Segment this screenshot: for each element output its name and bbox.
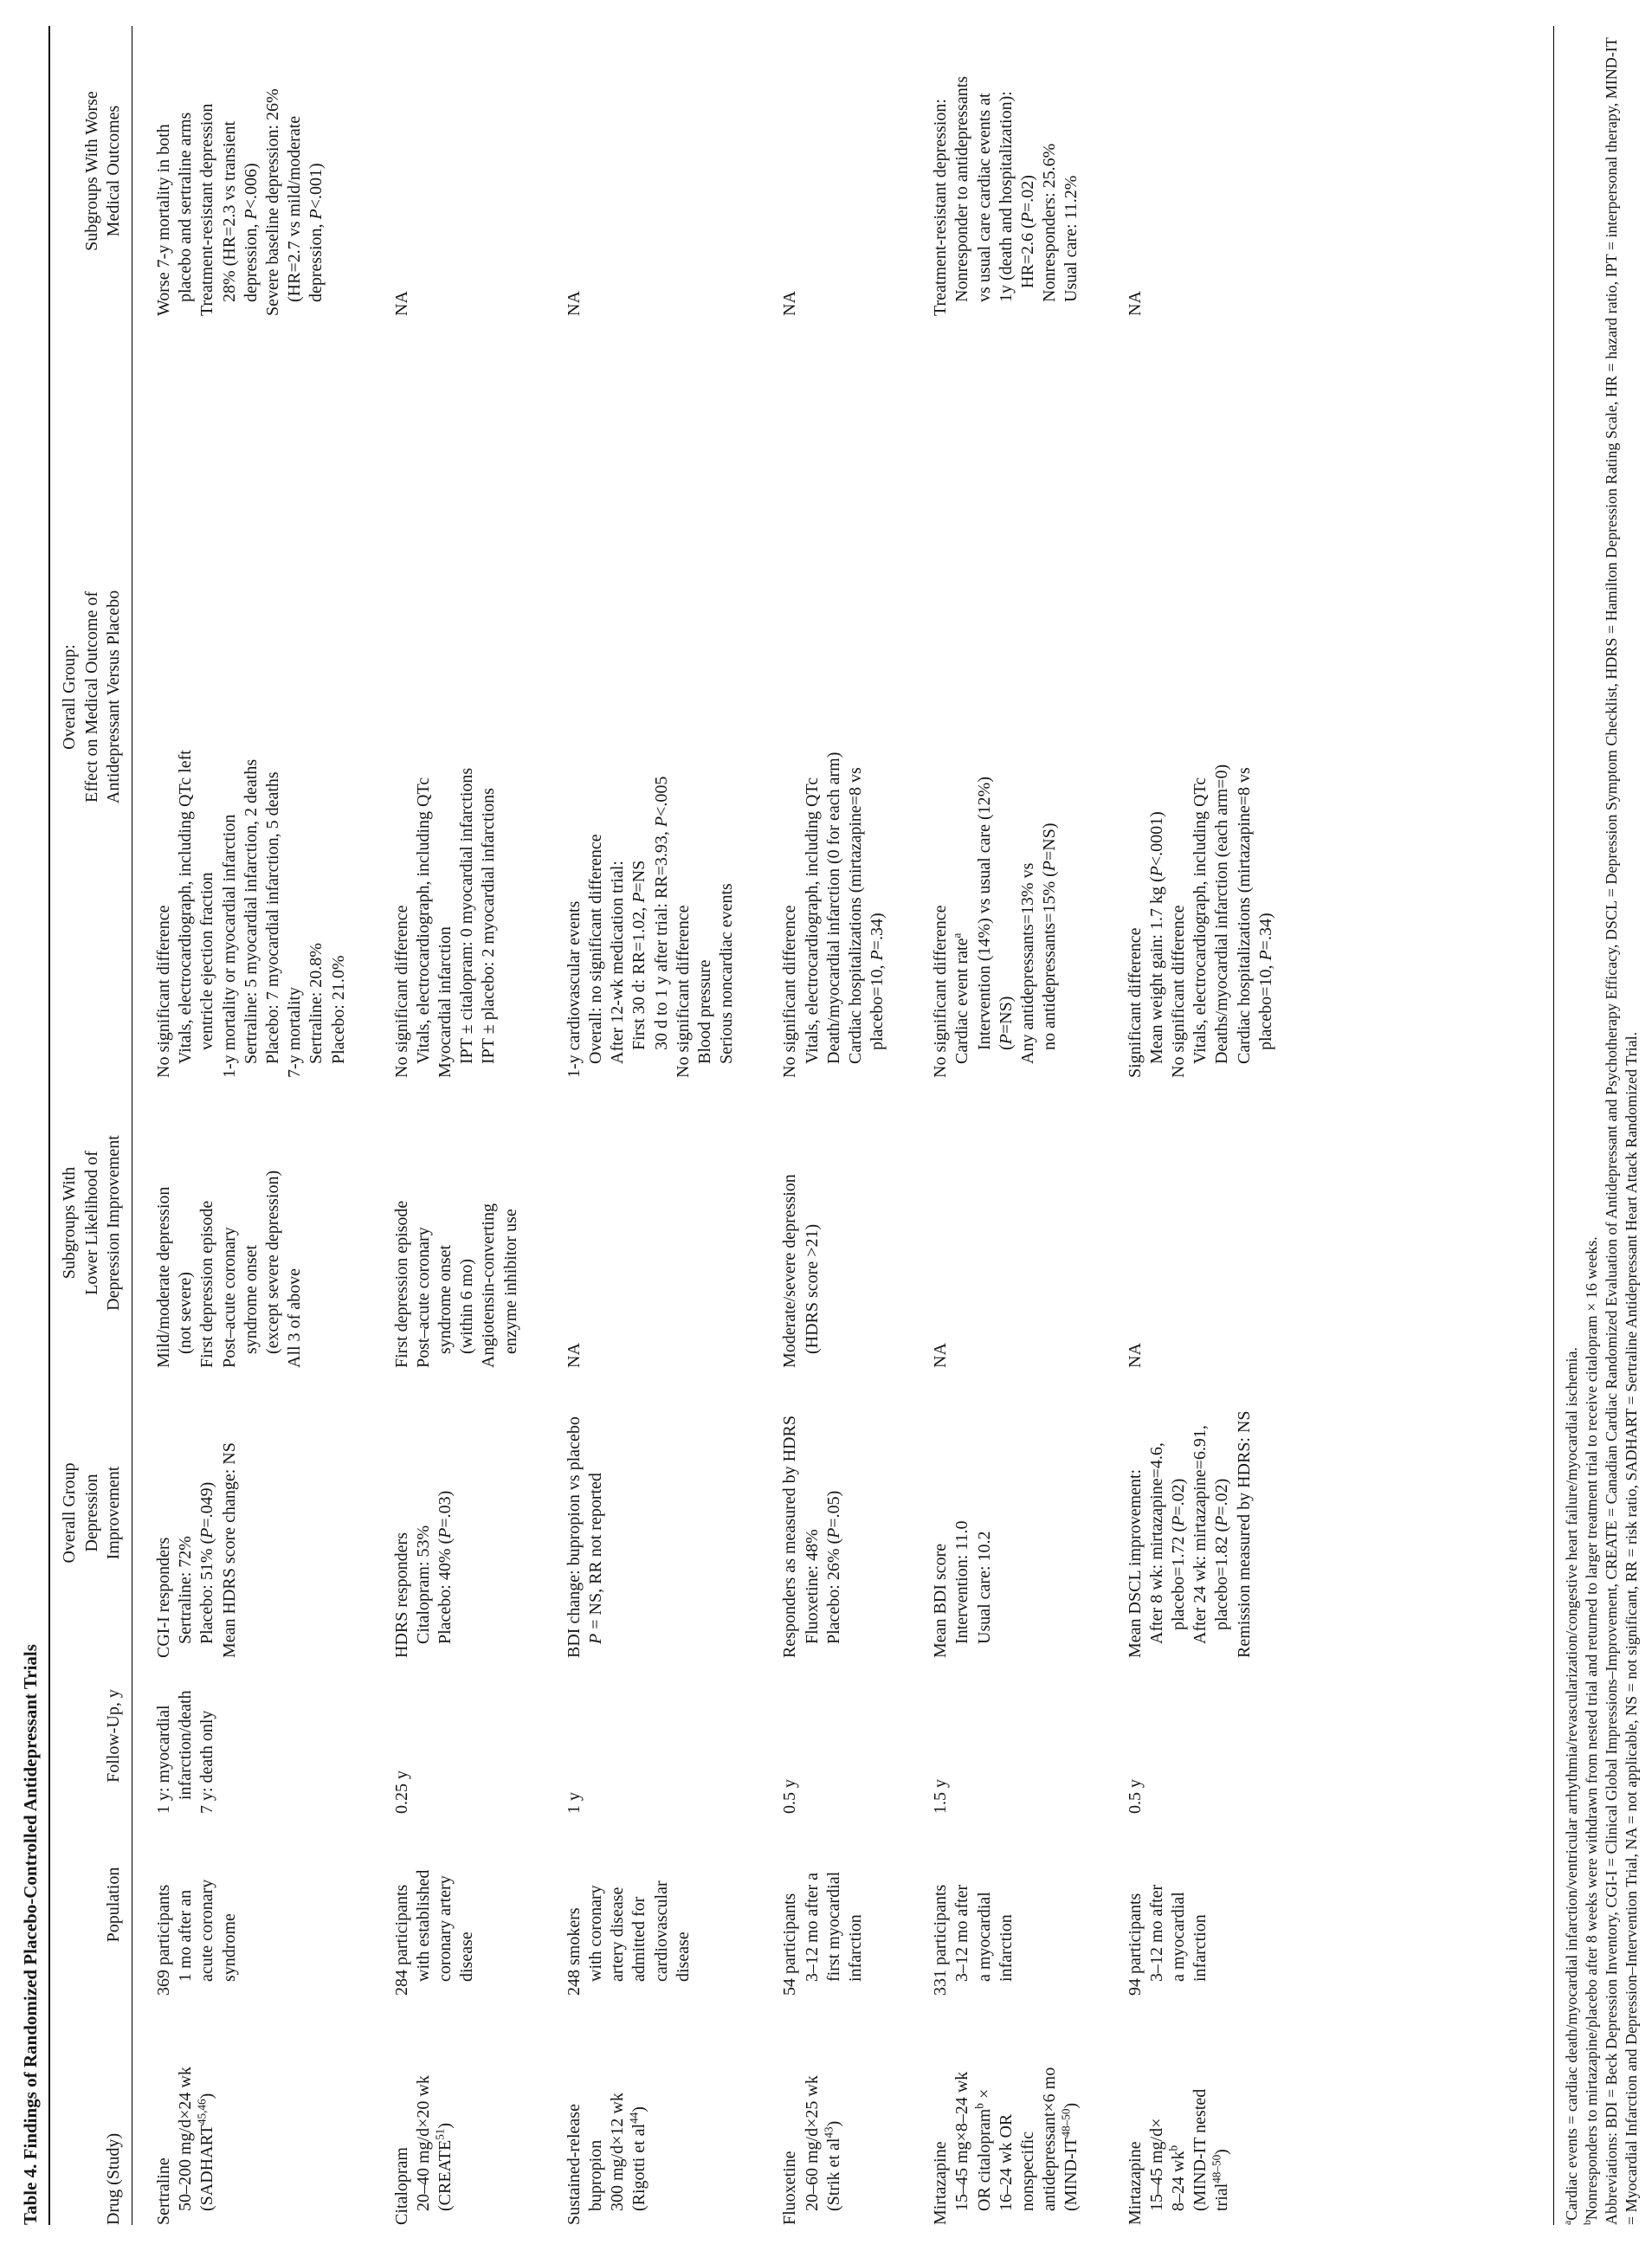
cell-line: After 24 wk: mirtazapine=6.91,: [1191, 1425, 1210, 1644]
cell-line: OR citalopram$^b$ ×: [971, 2088, 994, 2211]
cell-line: No significant difference: [1168, 905, 1188, 1078]
cell-line: NA: [931, 1343, 951, 1368]
column-header-follow-up: [103, 1658, 125, 1814]
cell-drug-study: [153, 1996, 350, 2225]
cell-line: (MIND-IT nested: [1191, 2088, 1210, 2211]
cell-overall-medical-outcome: [779, 316, 888, 1078]
cell-drug-study: [1125, 1996, 1277, 2225]
cell-overall-depression-improvement: [153, 1368, 350, 1658]
cell-line: artery disease: [608, 1887, 628, 1982]
cell-line: Angiotensin-converting: [479, 1203, 499, 1368]
column-header-overall-medical-outcome: [59, 316, 125, 1078]
cell-follow-up: [153, 1658, 350, 1814]
cell-line: 1y (death and hospitalization):: [996, 91, 1016, 302]
cell-subgroups-worse-outcomes: [153, 26, 350, 316]
cell-line: no antidepressants=15% (P=NS): [1040, 822, 1060, 1050]
cell-line: Mean HDRS score change: NS: [219, 1442, 239, 1658]
cell-follow-up: [930, 1658, 1082, 1814]
cell-drug-study: [779, 1996, 888, 2225]
cell-line: IPT ± citalopram: 0 myocardial infarctions: [457, 767, 477, 1064]
cell-line: 331 participants: [931, 1884, 951, 1996]
cell-subgroups-lower-likelihood: [391, 1078, 522, 1368]
cell-subgroups-lower-likelihood: [153, 1078, 350, 1368]
cell-line: Sertraline: 20.8%: [307, 943, 326, 1064]
cell-population: [779, 1814, 888, 1996]
footnote: $^b$Nonresponders to mirtazapine/placebo after 8 weeks were withdrawn from nested trial and returned to larger treatment trial to receive citalopram × 16 weeks.: [1581, 1236, 1601, 2225]
cell-line: 8–24 $wk^b$: [1166, 2145, 1188, 2211]
cell-line: 54 participants: [780, 1893, 800, 1996]
cell-line: infarction/death: [176, 1690, 196, 1800]
cell-line: 50–200 mg/d×24 wk: [176, 2067, 196, 2211]
cell-line: Placebo: 7 myocardial infarction, 5 deaths: [262, 771, 282, 1064]
cell-line: NA: [1125, 1343, 1145, 1368]
cell-line: After 12-wk medication trial:: [608, 861, 628, 1064]
cell-subgroups-lower-likelihood: [1125, 1078, 1277, 1368]
cell-follow-up: [1125, 1658, 1277, 1814]
cell-line: (P=NS): [996, 996, 1016, 1050]
cell-line: Cardiac hospitalizations (mirtazapine=8 vs: [845, 767, 865, 1064]
cell-line: 1 y: myocardial: [154, 1705, 174, 1814]
cell-line: (within 6 mo): [457, 1259, 477, 1354]
cell-subgroups-worse-outcomes: [779, 26, 888, 316]
cell-subgroups-lower-likelihood: [779, 1078, 888, 1368]
cell-line: Blood pressure: [694, 959, 714, 1064]
cell-population: [564, 1814, 739, 1996]
cell-line: Citalopram: 53%: [413, 1525, 433, 1644]
cell-line: NA: [391, 291, 411, 316]
cell-line: first myocardial: [823, 1871, 843, 1982]
column-header-overall-depression-improvement: [59, 1368, 125, 1658]
cell-line: syndrome onset: [436, 1244, 455, 1354]
cell-line: infarction: [845, 1914, 865, 1982]
cell-follow-up: [391, 1658, 522, 1814]
cell-line: 3–12 mo after: [952, 1884, 972, 1982]
cell-line: (HDRS score >21): [802, 1223, 822, 1354]
table-body: [132, 26, 1298, 2225]
cell-line: 284 participants: [391, 1884, 411, 1996]
cell-line: Vitals, electrocardiograph, including QTc: [413, 777, 433, 1064]
cell-line: with coronary: [586, 1885, 606, 1982]
header-line: Depression Improvement: [103, 1135, 123, 1311]
cell-line: placebo=1.72 (P=.02): [1168, 1478, 1188, 1630]
cell-line: BDI change: bupropion vs placebo: [564, 1416, 584, 1658]
cell-line: Post–acute coronary: [219, 1227, 239, 1368]
cell-line: 20–60 mg/d×25 wk: [802, 2075, 822, 2211]
table-row: [543, 26, 759, 2225]
cell-line: (Rigotti et $al^{44}$): [627, 2106, 649, 2211]
cell-line: Fluoxetine: 48%: [802, 1529, 822, 1644]
cell-line: 7-y mortality: [285, 987, 305, 1078]
cell-line: 1-y cardiovascular events: [564, 900, 584, 1078]
cell-line: Usual care: 11.2%: [1062, 175, 1081, 302]
cell-line: 7 y: death only: [197, 1710, 217, 1814]
cell-line: IPT ± placebo: 2 myocardial infarctions: [479, 788, 499, 1064]
cell-line: a myocardial: [974, 1892, 994, 1982]
cell-overall-medical-outcome: [391, 316, 522, 1078]
column-header-subgroups-worse-outcomes: [81, 26, 125, 316]
cell-subgroups-worse-outcomes: [391, 26, 522, 316]
cell-line: Any antidepressants=13% vs: [1018, 862, 1038, 1064]
cell-line: P = NS, RR not reported: [586, 1473, 606, 1644]
cell-population: [153, 1814, 350, 1996]
cell-line: Mirtazapine: [931, 2141, 951, 2225]
header-line: Subgroups With Worse: [81, 91, 101, 251]
cell-subgroups-lower-likelihood: [930, 1078, 1082, 1368]
cell-line: Placebo: 26% (P=.05): [823, 1490, 843, 1644]
cell-line: No significant difference: [154, 905, 174, 1078]
cell-line: coronary artery: [436, 1875, 455, 1982]
cell-line: disease: [457, 1932, 477, 1982]
cell-line: Remission measured by HDRS: NS: [1234, 1410, 1254, 1658]
cell-line: Mirtazapine: [1125, 2141, 1145, 2225]
cell-line: enzyme inhibitor use: [500, 1209, 520, 1354]
cell-line: Fluoxetine: [780, 2151, 800, 2225]
cell-line: Overall: no significant difference: [586, 834, 606, 1064]
cell-line: vs usual care cardiac events at: [974, 93, 994, 302]
cell-line: Death/myocardial infarction (0 for each arm): [823, 751, 843, 1064]
cell-line: cardiovascular: [651, 1880, 671, 1982]
table-row: [371, 26, 543, 2225]
cell-overall-medical-outcome: [564, 316, 739, 1078]
cell-line: After 8 wk: mirtazapine=4.6,: [1146, 1442, 1166, 1644]
cell-population: [1125, 1814, 1277, 1996]
header-line: Antidepressant Versus Placebo: [103, 590, 123, 804]
cell-subgroups-lower-likelihood: [564, 1078, 739, 1368]
cell-line: infarction: [996, 1914, 1016, 1982]
cell-line: NA: [564, 291, 584, 316]
cell-line: Sertraline: 72%: [176, 1536, 196, 1644]
footnote: $^a$Cardiac events = cardiac death/myocardial infarction/ventricular arrhythmia/revascularization/congestive heart failure/myocardial ischemia.: [1560, 1347, 1580, 2225]
cell-line: Vitals, electrocardiograph, including QTc: [1191, 777, 1210, 1064]
cell-line: Moderate/severe depression: [780, 1174, 800, 1368]
cell-line: Sustained-release: [564, 2104, 584, 2225]
cell-line: (Strik et $al^{43}$): [822, 2120, 843, 2211]
cell-line: placebo=10, P=.34): [1255, 913, 1275, 1050]
header-line: Overall Group: [60, 1462, 80, 1564]
header-line: Overall Group:: [60, 644, 80, 750]
cell-line: bupropion: [586, 2139, 606, 2211]
cell-subgroups-worse-outcomes: [564, 26, 739, 316]
cell-line: Serious noncardiac events: [717, 883, 737, 1064]
cell-line: 94 participants: [1125, 1893, 1145, 1996]
cell-line: Mild/moderate depression: [154, 1186, 174, 1368]
cell-overall-medical-outcome: [153, 316, 350, 1078]
cell-line: Deaths/myocardial infarction (each arm=0): [1212, 764, 1232, 1064]
cell-line: NA: [1125, 291, 1145, 316]
cell-overall-depression-improvement: [564, 1368, 739, 1658]
table-title: Table 4. Findings of Randomized Placebo-Controlled Antidepressant Trials: [17, 26, 50, 2225]
table-footnotes: [1553, 26, 1642, 2225]
cell-line: Nonresponder to antidepressants: [952, 75, 972, 302]
cell-line: Mean weight gain: 1.7 kg (P<.0001): [1146, 811, 1166, 1064]
cell-line: 20–40 mg/d×20 wk: [413, 2075, 433, 2211]
cell-line: Vitals, electrocardiograph, including QTc left: [176, 750, 196, 1064]
cell-line: 1.5 y: [931, 1779, 951, 1814]
cell-line: (CREATE$^{51}$): [433, 2122, 455, 2211]
table-row: [132, 26, 371, 2225]
header-line: Effect on Medical Outcome of: [81, 591, 101, 803]
cell-line: 0.5 y: [780, 1779, 800, 1814]
cell-line: 300 mg/d×12 wk: [608, 2093, 628, 2211]
cell-line: Cardiac event rate$^a$: [950, 932, 972, 1064]
header-line: Follow-Up, y: [103, 1689, 123, 1783]
cell-line: Placebo: 51% (P=.049): [197, 1481, 217, 1644]
cell-line: Myocardial infarction: [436, 926, 455, 1078]
cell-line: 3–12 mo after: [1146, 1884, 1166, 1982]
cell-line: CGI-I responders: [154, 1537, 174, 1658]
cell-line: No significant difference: [391, 905, 411, 1078]
table-row: [758, 26, 909, 2225]
cell-line: No significant difference: [780, 905, 800, 1078]
cell-line: NA: [780, 291, 800, 316]
cell-line: depression, P<.006): [241, 163, 261, 302]
cell-line: Treatment-resistant depression: [197, 103, 217, 316]
cell-line: 15–45 mg×8–24 wk: [952, 2071, 972, 2211]
cell-line: Post–acute coronary: [413, 1227, 433, 1368]
header-line: Subgroups With: [60, 1166, 80, 1280]
cell-line: Severe baseline depression: 26%: [262, 88, 282, 316]
cell-overall-depression-improvement: [391, 1368, 522, 1658]
cell-line: Sertraline: 5 myocardial infarction, 2 deaths: [241, 758, 261, 1064]
cell-line: (SADHART$^{45,46}$): [195, 2093, 217, 2211]
cell-line: (not severe): [176, 1272, 196, 1354]
cell-overall-medical-outcome: [930, 316, 1082, 1078]
table-row: [909, 26, 1103, 2225]
cell-line: Usual care: 10.2: [974, 1531, 994, 1644]
cell-line: Placebo: 21.0%: [328, 955, 348, 1064]
cell-line: All 3 of above: [285, 1268, 305, 1368]
cell-line: a myocardial: [1168, 1892, 1188, 1982]
cell-subgroups-worse-outcomes: [1125, 26, 1277, 316]
cell-line: No significant difference: [673, 905, 693, 1078]
cell-line: Sertraline: [154, 2157, 174, 2225]
cell-population: [930, 1814, 1082, 1996]
cell-follow-up: [564, 1658, 739, 1814]
cell-line: Placebo: 40% (P=.03): [436, 1490, 455, 1644]
column-header-subgroups-lower-likelihood: [59, 1078, 125, 1368]
cell-line: 1 y: [564, 1792, 584, 1814]
cell-line: disease: [673, 1932, 693, 1982]
cell-line: Intervention (14%) vs usual care (12%): [974, 777, 994, 1050]
cell-line: Responders as measured by HDRS: [780, 1416, 800, 1658]
cell-overall-medical-outcome: [1125, 316, 1277, 1078]
cell-line: 1 mo after an: [176, 1889, 196, 1982]
cell-line: 248 smokers: [564, 1907, 584, 1996]
cell-line: Cardiac hospitalizations (mirtazapine=8 vs: [1234, 767, 1254, 1064]
column-header-population: [103, 1814, 125, 1996]
cell-drug-study: [930, 1996, 1082, 2225]
cell-line: HDRS responders: [391, 1532, 411, 1658]
cell-line: admitted for: [629, 1896, 649, 1982]
cell-line: infarction: [1191, 1914, 1210, 1982]
cell-line: nonspecific: [1018, 2131, 1038, 2211]
cell-line: 0.25 y: [391, 1770, 411, 1814]
cell-line: 1-y mortality or myocardial infarction: [219, 814, 239, 1078]
cell-drug-study: [391, 1996, 522, 2225]
cell-line: Worse 7-y mortality in both: [154, 124, 174, 316]
cell-line: NA: [564, 1343, 584, 1368]
header-line: Lower Likelihood of: [81, 1151, 101, 1295]
header-line: Drug (Study): [103, 2132, 123, 2225]
cell-line: HR=2.6 (P=.02): [1018, 175, 1038, 288]
cell-line: Treatment-resistant depression:: [931, 99, 951, 316]
cell-line: (except severe depression): [262, 1170, 282, 1354]
cell-line: 369 participants: [154, 1884, 174, 1996]
cell-line: First depression episode: [391, 1200, 411, 1368]
cell-line: 16–24 wk OR: [996, 2113, 1016, 2211]
header-line: Depression: [81, 1474, 101, 1552]
header-line: Medical Outcomes: [103, 105, 123, 237]
cell-line: Vitals, electrocardiograph, including QTc: [802, 777, 822, 1064]
cell-follow-up: [779, 1658, 888, 1814]
cell-line: depression, P<.001): [307, 163, 326, 302]
cell-line: 0.5 y: [1125, 1779, 1145, 1814]
cell-line: 3–12 mo after a: [802, 1872, 822, 1982]
cell-line: acute coronary: [197, 1879, 217, 1982]
table-header-row: [50, 26, 132, 2225]
cell-line: First 30 d: RR=1.02, P=NS: [629, 860, 649, 1050]
footnote: Abbreviations: BDI = Beck Depression Inventory, CGI-I = Clinical Global Impressions–Improvement, CREATE = Canadian Cardiac Randomized Evaluation of Antidepressant and Psychotherapy Efficacy, DSCL = Depression Symptom Checklist, HDRS = Hamilton Depression Rating Scale, HR = hazard ratio, IPT = interpersonal therapy, MIND-IT = Myocardial Infarction and Depression–Intervention Trial, NA = not applicable, NS = not significant, RR = risk ratio, SADHART = Sertraline Antidepressant Heart Attack Randomized Trial.: [1603, 37, 1640, 2225]
cell-line: placebo=10, P=.34): [868, 913, 887, 1050]
cell-overall-depression-improvement: [930, 1368, 1082, 1658]
cell-line: antidepressant×6 mo: [1040, 2067, 1060, 2211]
cell-line: Mean DSCL improvement:: [1125, 1468, 1145, 1658]
cell-line: 15–45 mg/d×: [1146, 2118, 1166, 2211]
cell-overall-depression-improvement: [1125, 1368, 1277, 1658]
column-header-drug-study: [103, 1996, 125, 2225]
header-line: Improvement: [103, 1466, 123, 1560]
cell-line: trial$^{48-50}$): [1210, 2149, 1232, 2211]
cell-line: Intervention: 11.0: [952, 1520, 972, 1644]
cell-line: ventricle ejection fraction: [197, 872, 217, 1050]
cell-line: No significant difference: [931, 905, 951, 1078]
cell-line: Significant difference: [1125, 927, 1145, 1078]
cell-line: syndrome onset: [241, 1244, 261, 1354]
cell-line: syndrome: [219, 1913, 239, 1982]
cell-line: First depression episode: [197, 1200, 217, 1368]
cell-line: 30 d to 1 y after trial: RR=3.93, P<.005: [651, 776, 671, 1050]
header-line: Population: [103, 1867, 123, 1943]
cell-line: placebo and sertraline arms: [176, 112, 196, 302]
cell-line: with established: [413, 1869, 433, 1982]
cell-subgroups-worse-outcomes: [930, 26, 1082, 316]
cell-population: [391, 1814, 522, 1996]
cell-line: (HR=2.7 vs mild/moderate: [285, 115, 305, 302]
cell-line: placebo=1.82 (P=.02): [1212, 1478, 1232, 1630]
cell-line: Citalopram: [391, 2147, 411, 2225]
cell-line: Mean BDI score: [931, 1543, 951, 1658]
table-row: [1104, 26, 1298, 2225]
cell-overall-depression-improvement: [779, 1368, 888, 1658]
cell-drug-study: [564, 1996, 739, 2225]
cell-line: Nonresponders: 25.6%: [1040, 143, 1060, 302]
cell-line: 28% (HR=2.3 vs transient: [219, 120, 239, 302]
cell-line: (MIND-IT$^{48-50}$): [1059, 2102, 1081, 2211]
